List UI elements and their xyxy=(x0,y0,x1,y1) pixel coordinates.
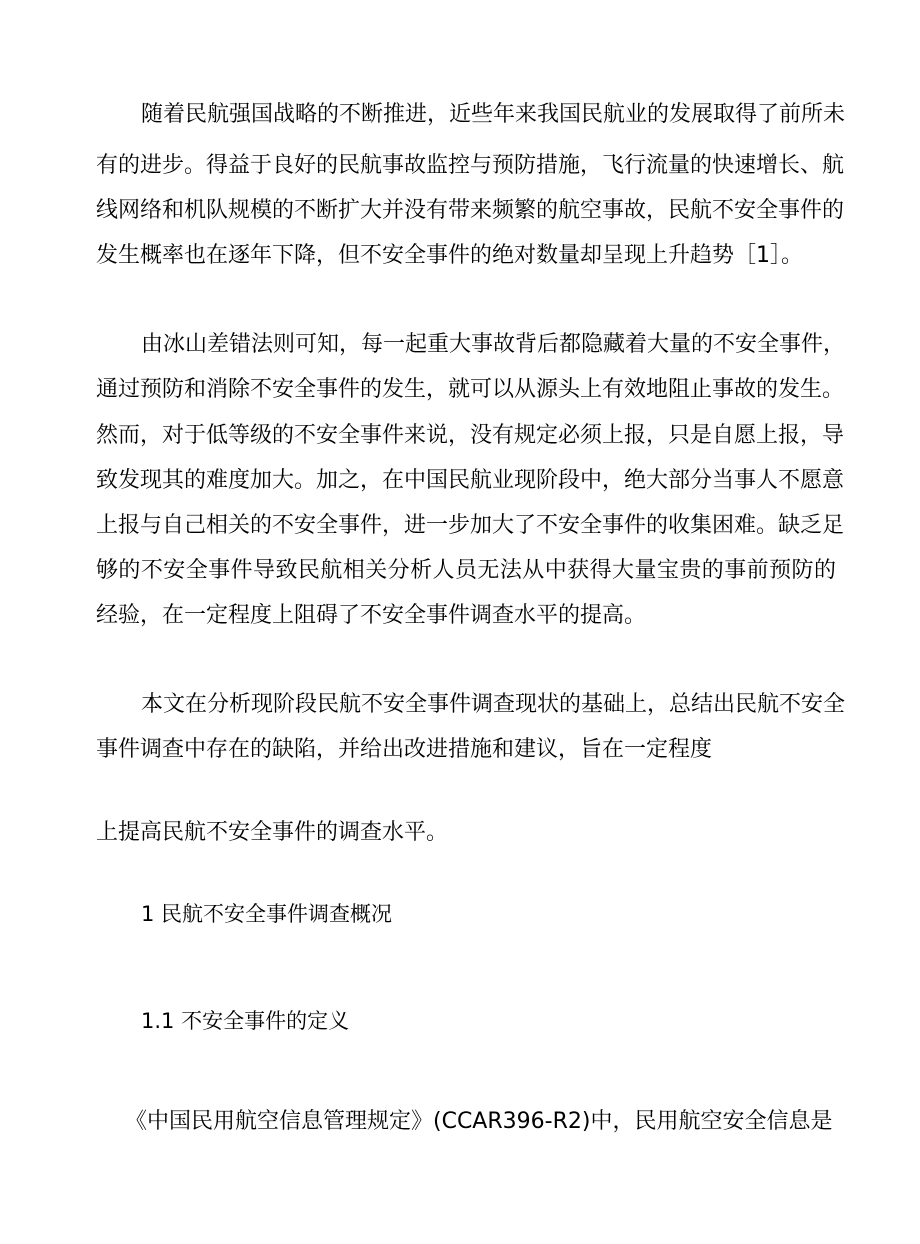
paragraph-2-line-4: 致发现其的难度加大。加之，在中国民航业现阶段中，绝大部分当事人不愿意 xyxy=(96,468,845,493)
paragraph-2-line-6: 够的不安全事件导致民航相关分析人员无法从中获得大量宝贵的事前预防的 xyxy=(96,558,836,583)
paragraph-3-line-2: 事件调查中存在的缺陷，并给出改进措施和建议，旨在一定程度 xyxy=(96,737,713,762)
paragraph-2-line-1: 由冰山差错法则可知，每一起重大事故背后都隐藏着大量的不安全事件， xyxy=(141,332,846,357)
paragraph-3-line-1: 本文在分析现阶段民航不安全事件调查现状的基础上，总结出民航不安全 xyxy=(141,692,846,717)
paragraph-1-line-3: 线网络和机队规模的不断扩大并没有带来频繁的航空事故，民航不安全事件的 xyxy=(96,198,845,223)
paragraph-2-line-5: 上报与自己相关的不安全事件，进一步加大了不安全事件的收集困难。缺乏足 xyxy=(96,513,845,538)
subsection-heading: 1.1 不安全事件的定义 xyxy=(141,1009,350,1033)
paragraph-1-line-2: 有的进步。得益于良好的民航事故监控与预防措施，飞行流量的快速增长、航 xyxy=(96,153,845,178)
paragraph-4-line-1: 《中国民用航空信息管理规定》(CCAR396-R2)中，民用航空安全信息是 xyxy=(125,1109,833,1134)
paragraph-2-line-2: 通过预防和消除不安全事件的发生，就可以从源头上有效地阻止事故的发生。 xyxy=(96,377,845,402)
paragraph-1-line-4: 发生概率也在逐年下降，但不安全事件的绝对数量却呈现上升趋势［1］。 xyxy=(96,243,803,268)
paragraph-1-line-1: 随着民航强国战略的不断推进，近些年来我国民航业的发展取得了前所未 xyxy=(141,102,846,127)
paragraph-2-line-7: 经验，在一定程度上阻碍了不安全事件调查水平的提高。 xyxy=(96,603,647,628)
paragraph-2-line-3: 然而，对于低等级的不安全事件来说，没有规定必须上报，只是自愿上报，导 xyxy=(96,423,845,448)
paragraph-3-line-3: 上提高民航不安全事件的调查水平。 xyxy=(96,820,449,845)
section-heading: 1 民航不安全事件调查概况 xyxy=(141,902,393,926)
